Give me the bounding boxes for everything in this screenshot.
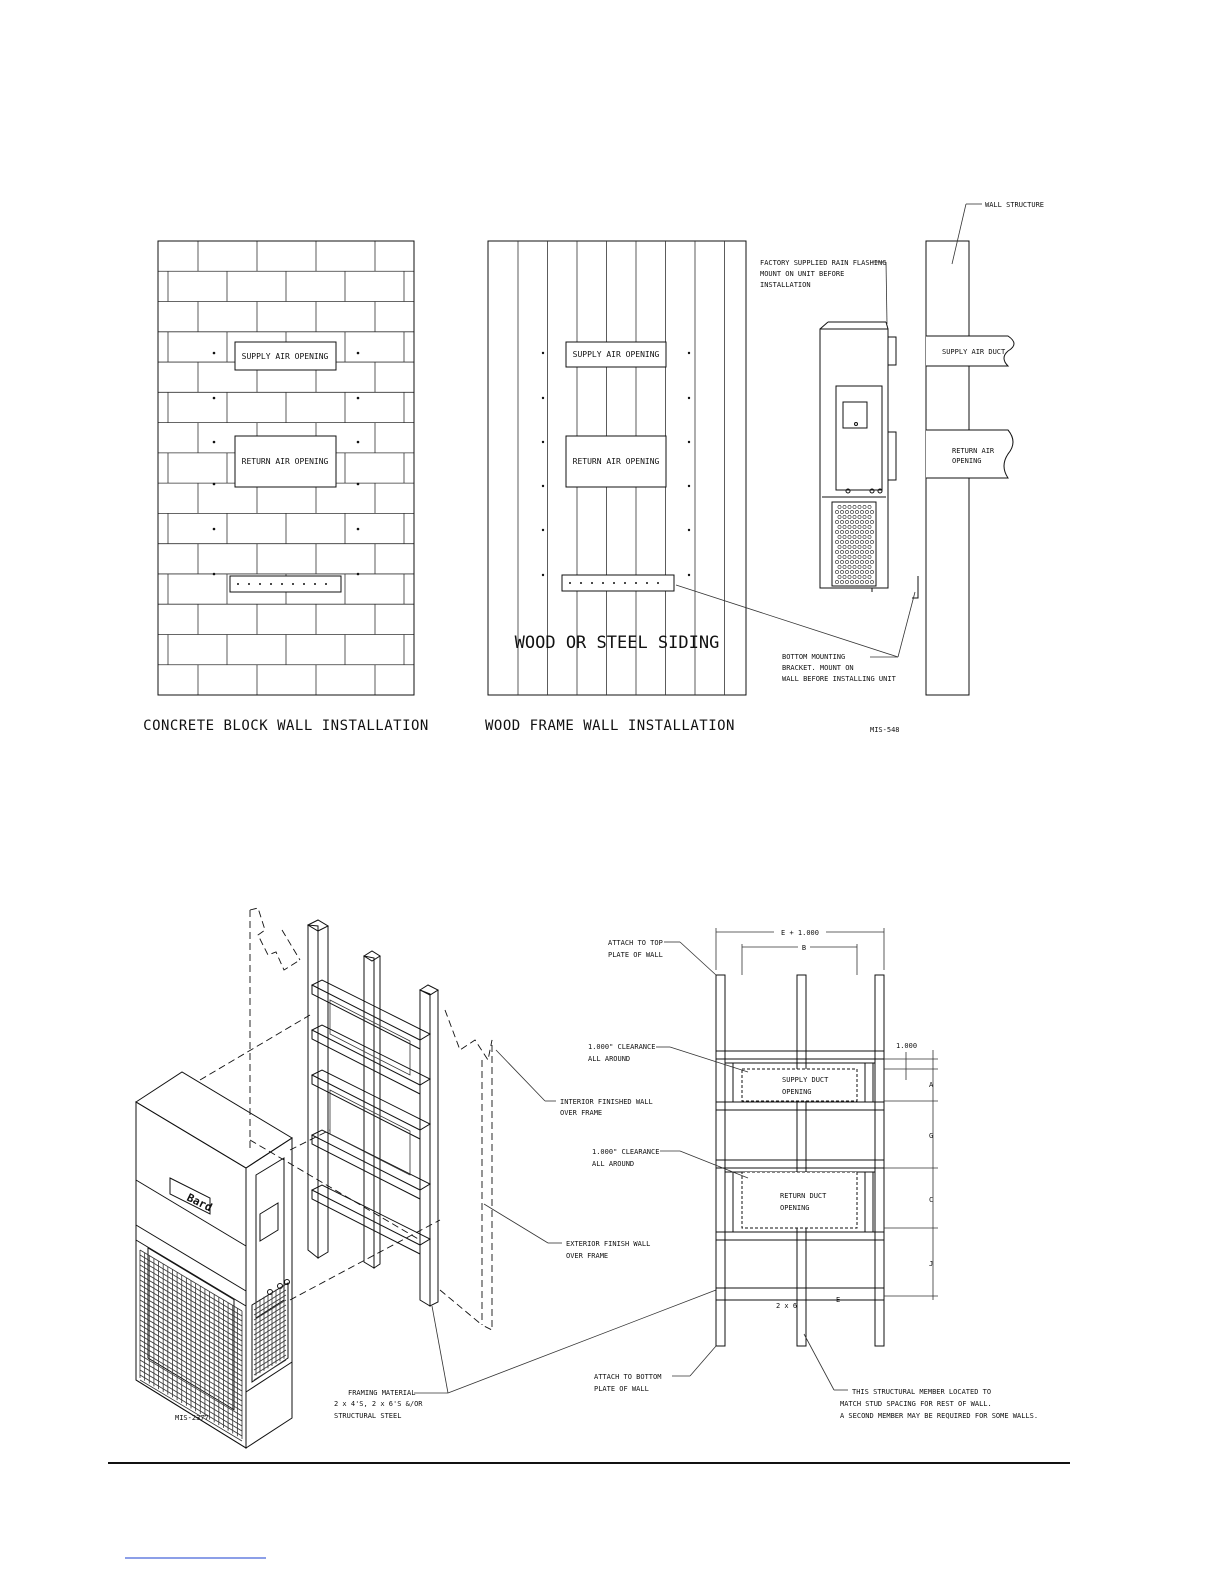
anchor-dot <box>688 397 690 399</box>
attach-bottom-label-2: PLATE OF WALL <box>594 1385 649 1393</box>
anchor-dot <box>688 352 690 354</box>
member-label-2: MATCH STUD SPACING FOR REST OF WALL. <box>840 1400 992 1408</box>
bracket-hole <box>314 583 316 585</box>
wood-supply-label: SUPPLY AIR OPENING <box>572 350 660 359</box>
bracket-label-2: BRACKET. MOUNT ON <box>782 664 854 672</box>
attach-bottom-label-1: ATTACH TO BOTTOM <box>594 1373 662 1381</box>
attach-top-label-2: PLATE OF WALL <box>608 951 663 959</box>
wood-siding-label: WOOD OR STEEL SIDING <box>514 633 720 653</box>
anchor-dot <box>688 529 690 531</box>
framing-label-1: FRAMING MATERIAL <box>348 1389 416 1397</box>
bracket-hole <box>624 582 626 584</box>
anchor-dot <box>357 352 360 355</box>
ref-mis-548: MIS-548 <box>870 726 900 734</box>
anchor-dot <box>688 485 690 487</box>
return-duct-label-2: OPENING <box>780 1204 810 1212</box>
wall-structure-label: WALL STRUCTURE <box>985 201 1045 209</box>
supply-duct-label-1: SUPPLY DUCT <box>782 1076 829 1084</box>
member-label-3: A SECOND MEMBER MAY BE REQUIRED FOR SOME WALLS. <box>840 1412 1039 1420</box>
bracket-hole <box>237 583 239 585</box>
anchor-dot <box>542 485 544 487</box>
return-duct-opening <box>742 1172 857 1228</box>
anchor-dot <box>688 441 690 443</box>
bracket-label-3: WALL BEFORE INSTALLING UNIT <box>782 675 896 683</box>
bracket-hole <box>281 583 283 585</box>
bracket-hole <box>602 582 604 584</box>
anchor-dot <box>213 528 216 531</box>
dim-c: C <box>929 1196 934 1204</box>
anchor-dot <box>542 352 544 354</box>
concrete-caption: CONCRETE BLOCK WALL INSTALLATION <box>143 718 429 734</box>
dim-a: A <box>929 1081 934 1089</box>
dim-e-plus-1000: E + 1.000 <box>781 929 819 937</box>
clearance2-label-2: ALL AROUND <box>592 1160 635 1168</box>
dim-g: G <box>929 1132 934 1140</box>
attach-top-label-1: ATTACH TO TOP <box>608 939 663 947</box>
supply-duct-opening <box>742 1069 857 1101</box>
clearance1-label-2: ALL AROUND <box>588 1055 631 1063</box>
bracket-hole <box>270 583 272 585</box>
ref-mis-2377: MIS-2377 <box>175 1414 209 1422</box>
anchor-dot <box>357 573 360 576</box>
dim-1000: 1.000 <box>896 1042 918 1050</box>
anchor-dot <box>357 441 360 444</box>
interior-wall-label-2: OVER FRAME <box>560 1109 603 1117</box>
anchor-dot <box>213 573 216 576</box>
flashing-label-1: FACTORY SUPPLIED RAIN FLASHING <box>760 259 887 267</box>
flashing-label-2: MOUNT ON UNIT BEFORE <box>760 270 845 278</box>
bracket-hole <box>569 582 571 584</box>
flashing-label-3: INSTALLATION <box>760 281 811 289</box>
anchor-dot <box>688 574 690 576</box>
exterior-wall-label-1: EXTERIOR FINISH WALL <box>566 1240 651 1248</box>
bracket-hole <box>292 583 294 585</box>
supply-duct-label-2: OPENING <box>782 1088 812 1096</box>
concrete-bottom-bracket <box>230 576 341 592</box>
dim-j: J <box>929 1260 934 1268</box>
bracket-label-1: BOTTOM MOUNTING <box>782 653 846 661</box>
anchor-dot <box>213 397 216 400</box>
brand-logo: Bard <box>184 1191 215 1215</box>
return-duct-label-1: RETURN AIR <box>952 447 995 455</box>
bracket-hole <box>657 582 659 584</box>
anchor-dot <box>357 397 360 400</box>
bracket-hole <box>646 582 648 584</box>
anchor-dot <box>542 529 544 531</box>
return-duct-label-1: RETURN DUCT <box>780 1192 827 1200</box>
bracket-hole <box>303 583 305 585</box>
bracket-hole <box>259 583 261 585</box>
anchor-dot <box>357 528 360 531</box>
anchor-dot <box>542 574 544 576</box>
bracket-hole <box>613 582 615 584</box>
bracket-hole <box>635 582 637 584</box>
wood-return-label: RETURN AIR OPENING <box>572 457 660 466</box>
anchor-dot <box>213 352 216 355</box>
anchor-dot <box>357 483 360 486</box>
member-label-1: THIS STRUCTURAL MEMBER LOCATED TO <box>852 1388 992 1396</box>
concrete-supply-label: SUPPLY AIR OPENING <box>241 352 329 361</box>
framing-label-3: STRUCTURAL STEEL <box>334 1412 402 1420</box>
wood-caption: WOOD FRAME WALL INSTALLATION <box>484 718 736 734</box>
anchor-dot <box>213 483 216 486</box>
return-duct-label-2: OPENING <box>952 457 982 465</box>
exterior-wall-label-2: OVER FRAME <box>566 1252 609 1260</box>
dim-b: B <box>801 944 807 952</box>
bracket-hole <box>580 582 582 584</box>
bracket-hole <box>591 582 593 584</box>
supply-duct-label: SUPPLY AIR DUCT <box>942 348 1006 356</box>
clearance1-label-1: 1.000" CLEARANCE <box>588 1043 656 1051</box>
clearance2-label-1: 1.000" CLEARANCE <box>592 1148 660 1156</box>
bracket-hole <box>325 583 327 585</box>
interior-wall-label-1: INTERIOR FINISHED WALL <box>560 1098 653 1106</box>
anchor-dot <box>542 441 544 443</box>
framing-label-2: 2 x 4'S, 2 x 6'S &/OR <box>334 1400 423 1408</box>
anchor-dot <box>213 441 216 444</box>
concrete-return-label: RETURN AIR OPENING <box>241 457 329 466</box>
anchor-dot <box>542 397 544 399</box>
dim-e: E <box>836 1296 841 1304</box>
label-2x6: 2 x 6 <box>776 1302 798 1310</box>
bracket-hole <box>248 583 250 585</box>
